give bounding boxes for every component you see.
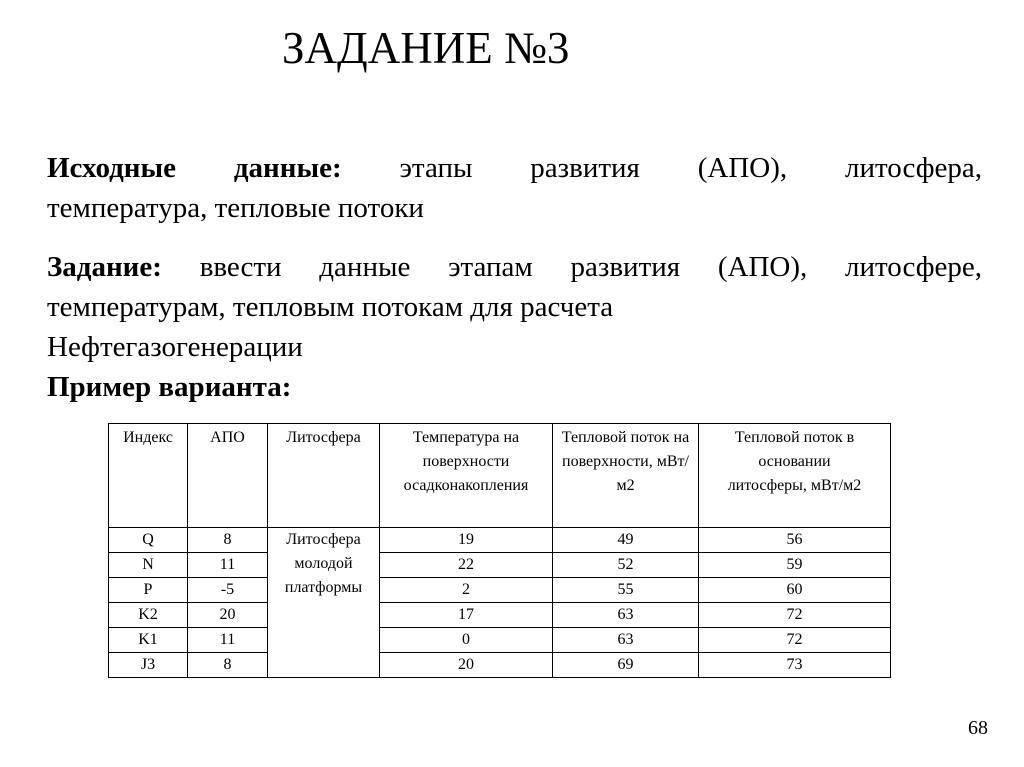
task-label: Задание: xyxy=(47,251,162,283)
task-text-1: ввести данные этапам развития (АПО), литосфере, xyxy=(199,251,982,283)
cell-surface-flow: 49 xyxy=(553,528,699,553)
cell-apo: -5 xyxy=(188,578,268,603)
cell-apo: 8 xyxy=(188,528,268,553)
header-surface-heat-flow: Тепловой поток на поверхности, мВт/м2 xyxy=(553,424,699,528)
header-lithosphere: Литосфера xyxy=(268,424,380,528)
cell-lithosphere: Литосфера молодой платформы xyxy=(268,528,380,678)
table-row xyxy=(109,628,891,653)
table-row xyxy=(109,553,891,578)
table-row xyxy=(109,653,891,678)
cell-index: K1 xyxy=(109,628,188,653)
cell-temperature: 0 xyxy=(380,628,553,653)
source-data-line-1 xyxy=(47,148,982,188)
cell-surface-flow: 55 xyxy=(553,578,699,603)
task-paragraph xyxy=(47,247,982,367)
table-row xyxy=(109,528,891,553)
cell-index: Q xyxy=(109,528,188,553)
cell-index: K2 xyxy=(109,603,188,628)
cell-base-flow: 60 xyxy=(699,578,891,603)
task-text-2: температурам, тепловым потокам для расчета xyxy=(47,291,614,323)
cell-apo: 8 xyxy=(188,653,268,678)
cell-surface-flow: 69 xyxy=(553,653,699,678)
example-heading xyxy=(47,367,982,407)
cell-index: N xyxy=(109,553,188,578)
cell-apo: 11 xyxy=(188,553,268,578)
source-data-text-2: температура, тепловые потоки xyxy=(47,192,424,224)
header-surface-temperature: Температура на поверхности осадконакопления xyxy=(380,424,553,528)
cell-index: P xyxy=(109,578,188,603)
cell-index: J3 xyxy=(109,653,188,678)
cell-base-flow: 72 xyxy=(699,603,891,628)
cell-base-flow: 56 xyxy=(699,528,891,553)
cell-surface-flow: 63 xyxy=(553,628,699,653)
cell-apo: 11 xyxy=(188,628,268,653)
variant-table xyxy=(108,423,891,678)
cell-temperature: 17 xyxy=(380,603,553,628)
cell-base-flow: 72 xyxy=(699,628,891,653)
cell-base-flow: 59 xyxy=(699,553,891,578)
table-header-row xyxy=(109,424,891,528)
header-apo: АПО xyxy=(188,424,268,528)
source-data-paragraph xyxy=(47,148,982,228)
task-line-1 xyxy=(47,247,982,287)
cell-temperature: 2 xyxy=(380,578,553,603)
table-row xyxy=(109,603,891,628)
cell-temperature: 19 xyxy=(380,528,553,553)
cell-temperature: 20 xyxy=(380,653,553,678)
cell-surface-flow: 52 xyxy=(553,553,699,578)
source-data-text-1: этапы развития (АПО), литосфера, xyxy=(399,152,982,184)
cell-temperature: 22 xyxy=(380,553,553,578)
table-row xyxy=(109,578,891,603)
cell-apo: 20 xyxy=(188,603,268,628)
slide-title: ЗАДАНИЕ №3 xyxy=(282,23,570,73)
source-data-label: Исходные данные: xyxy=(47,152,342,184)
cell-base-flow: 73 xyxy=(699,653,891,678)
header-index: Индекс xyxy=(109,424,188,528)
header-base-heat-flow: Тепловой поток в основании литосферы, мВт/м2 xyxy=(699,424,891,528)
cell-surface-flow: 63 xyxy=(553,603,699,628)
page-number: 68 xyxy=(968,717,988,739)
example-label: Пример варианта: xyxy=(47,371,292,403)
task-text-3: Нефтегазогенерации xyxy=(47,331,303,363)
